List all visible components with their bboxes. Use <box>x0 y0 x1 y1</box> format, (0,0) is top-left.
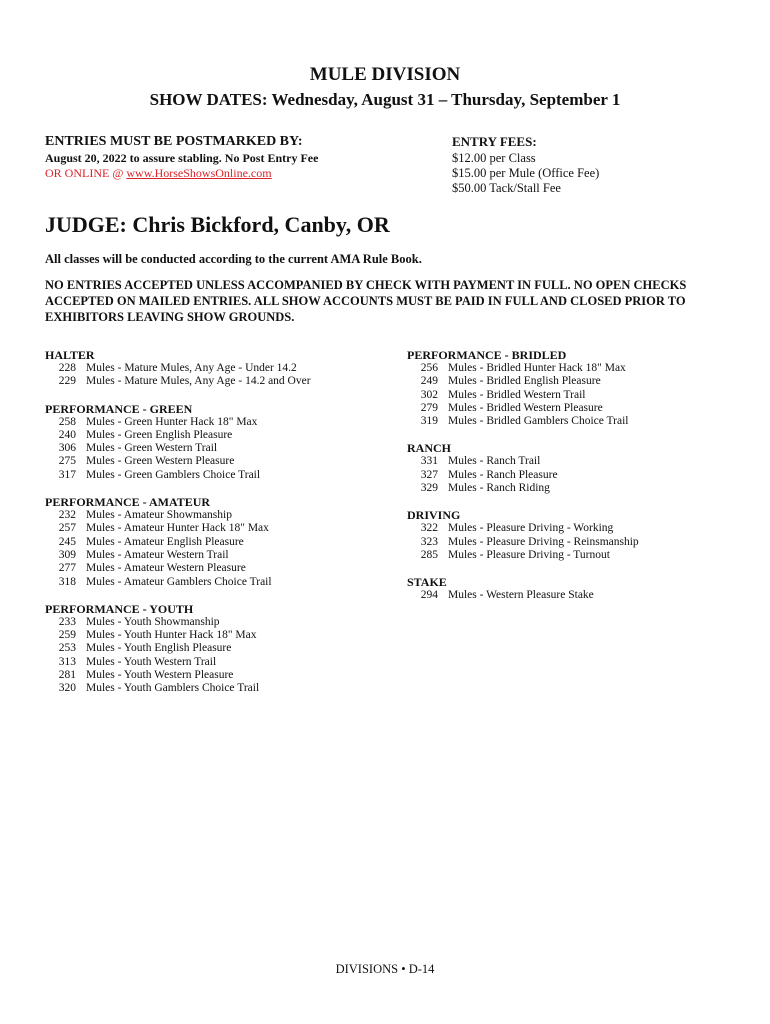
class-name: Mules - Mature Mules, Any Age - Under 14.2 <box>86 362 297 374</box>
class-number: 259 <box>58 629 76 642</box>
class-name: Mules - Youth Showmanship <box>86 615 220 628</box>
section-heading: PERFORMANCE - BRIDLED <box>407 348 567 362</box>
class-number: 279 <box>420 401 438 414</box>
class-row <box>45 375 385 388</box>
class-number: 232 <box>58 509 76 522</box>
class-section-performance-bridled <box>407 348 747 428</box>
class-section-performance-youth <box>45 602 385 696</box>
section-heading: PERFORMANCE - AMATEUR <box>45 495 211 510</box>
class-name: Mules - Youth Gamblers Choice Trail <box>86 682 260 695</box>
class-name: Mules - Youth Western Pleasure <box>86 669 234 682</box>
entry-fees <box>452 134 599 196</box>
class-name: Mules - Green Western Trail <box>86 442 218 455</box>
class-number: 281 <box>58 669 76 682</box>
entries-deadline: August 20, 2022 to assure stabling. No Post Entry Fee <box>45 151 319 165</box>
class-section-driving <box>407 508 747 562</box>
fee-line: $12.00 per Class <box>452 151 536 165</box>
class-row <box>45 416 385 429</box>
class-number: 317 <box>58 468 76 481</box>
class-row <box>45 536 385 549</box>
class-name: Mules - Ranch Riding <box>448 482 550 495</box>
class-name: Mules - Amateur Hunter Hack 18" Max <box>86 522 269 535</box>
left-class-column <box>45 348 385 709</box>
class-number: 258 <box>58 415 76 428</box>
class-name: Mules - Amateur Showmanship <box>86 509 232 522</box>
class-name: Mules - Pleasure Driving - Turnout <box>448 548 610 561</box>
class-name: Mules - Bridled Western Trail <box>448 388 586 401</box>
class-row <box>45 642 385 655</box>
class-number: 253 <box>58 642 76 655</box>
class-number: 240 <box>58 428 76 441</box>
class-section-performance-green <box>45 402 385 482</box>
class-number: 327 <box>420 468 438 481</box>
class-row <box>45 442 385 455</box>
class-row <box>45 509 385 522</box>
class-name: Mules - Youth English Pleasure <box>86 642 232 655</box>
page-footer: DIVISIONS • D-14 <box>335 962 435 976</box>
entry-fees-heading: ENTRY FEES: <box>452 134 537 149</box>
class-name: Mules - Pleasure Driving - Working <box>448 522 614 535</box>
class-name: Mules - Green Gamblers Choice Trail <box>86 468 261 481</box>
class-row <box>407 415 747 428</box>
class-row <box>407 402 747 415</box>
class-number: 318 <box>58 575 76 588</box>
class-row <box>45 576 385 589</box>
class-name: Mules - Bridled Gamblers Choice Trail <box>448 415 629 428</box>
class-name: Mules - Ranch Pleasure <box>448 468 558 481</box>
class-number: 319 <box>420 415 438 428</box>
class-section-halter <box>45 348 385 389</box>
class-row <box>407 482 747 495</box>
class-row <box>45 682 385 695</box>
class-name: Mules - Bridled Western Pleasure <box>448 401 603 414</box>
class-row <box>45 469 385 482</box>
right-class-column <box>407 348 747 616</box>
section-heading: PERFORMANCE - YOUTH <box>45 601 194 616</box>
class-name: Mules - Bridled English Pleasure <box>448 375 601 388</box>
class-name: Mules - Green Hunter Hack 18" Max <box>86 415 258 428</box>
class-row <box>45 549 385 562</box>
class-name: Mules - Amateur Gamblers Choice Trail <box>86 575 272 588</box>
show-dates: SHOW DATES: Wednesday, August 31 – Thursday, September 1 <box>149 90 621 109</box>
class-number: 285 <box>420 548 438 561</box>
class-section-ranch <box>407 441 747 495</box>
class-row <box>407 362 747 375</box>
class-number: 313 <box>58 655 76 668</box>
class-number: 229 <box>58 375 76 388</box>
class-row <box>407 536 747 549</box>
class-row <box>45 455 385 468</box>
class-number: 306 <box>58 442 76 455</box>
class-row <box>45 669 385 682</box>
class-row <box>45 562 385 575</box>
class-name: Mules - Pleasure Driving - Reinsmanship <box>448 535 639 548</box>
class-number: 256 <box>420 362 438 374</box>
class-number: 309 <box>58 548 76 561</box>
class-number: 249 <box>420 375 438 388</box>
class-number: 275 <box>58 455 76 468</box>
class-row <box>407 455 747 468</box>
payment-notice: NO ENTRIES ACCEPTED UNLESS ACCOMPANIED BY CHECK WITH PAYMENT IN FULL. NO OPEN CHECKS ACCEPTED ON MAILED ENTRIES. ALL SHOW ACCOUNTS MUST BE PAID IN FULL AND CLOSED PRIOR TO EXHIBITORS LEAVING SHOW GROUNDS. <box>45 278 687 324</box>
class-name: Mules - Amateur Western Trail <box>86 548 229 561</box>
class-row <box>45 429 385 442</box>
class-name: Mules - Green English Pleasure <box>86 428 233 441</box>
class-row <box>407 589 747 602</box>
class-row <box>45 629 385 642</box>
class-name: Mules - Amateur English Pleasure <box>86 535 244 548</box>
class-name: Mules - Bridled Hunter Hack 18" Max <box>448 362 626 374</box>
class-row <box>407 389 747 402</box>
class-name: Mules - Youth Hunter Hack 18" Max <box>86 629 257 642</box>
entries-heading: ENTRIES MUST BE POSTMARKED BY: <box>45 134 303 149</box>
rulebook-note: All classes will be conducted according to the current AMA Rule Book. <box>45 252 422 266</box>
class-number: 323 <box>420 535 438 548</box>
class-section-performance-amateur <box>45 495 385 589</box>
class-row <box>407 469 747 482</box>
class-name: Mules - Ranch Trail <box>448 455 541 468</box>
class-row <box>45 656 385 669</box>
class-name: Mules - Amateur Western Pleasure <box>86 562 246 575</box>
fee-line: $15.00 per Mule (Office Fee) <box>452 166 600 180</box>
class-row <box>45 616 385 629</box>
class-row <box>407 549 747 562</box>
class-number: 322 <box>420 522 438 535</box>
class-name: Mules - Mature Mules, Any Age - 14.2 and Over <box>86 375 311 388</box>
class-number: 294 <box>420 589 438 602</box>
class-number: 302 <box>420 388 438 401</box>
class-name: Mules - Youth Western Trail <box>86 655 217 668</box>
section-heading: PERFORMANCE - GREEN <box>45 401 193 416</box>
class-row <box>407 522 747 535</box>
class-number: 329 <box>420 482 438 495</box>
class-section-stake <box>407 575 747 602</box>
class-number: 257 <box>58 522 76 535</box>
section-heading: HALTER <box>45 348 95 362</box>
class-row <box>407 375 747 388</box>
class-name: Mules - Green Western Pleasure <box>86 455 235 468</box>
class-number: 277 <box>58 562 76 575</box>
online-entry-link[interactable]: www.HorseShowsOnline.com <box>126 166 272 180</box>
page-title: MULE DIVISION <box>309 64 461 85</box>
judge-heading: JUDGE: Chris Bickford, Canby, OR <box>45 212 390 237</box>
online-prefix: OR ONLINE @ <box>45 166 127 180</box>
class-number: 233 <box>58 615 76 628</box>
section-heading: RANCH <box>407 441 451 456</box>
fee-line: $50.00 Tack/Stall Fee <box>452 181 561 195</box>
class-row <box>45 362 385 375</box>
class-name: Mules - Western Pleasure Stake <box>448 589 594 602</box>
class-number: 320 <box>58 682 76 695</box>
class-number: 331 <box>420 455 438 468</box>
class-number: 245 <box>58 535 76 548</box>
class-number: 228 <box>58 362 76 374</box>
section-heading: DRIVING <box>407 508 461 523</box>
class-row <box>45 522 385 535</box>
entries-online <box>45 166 272 181</box>
section-heading: STAKE <box>407 575 447 590</box>
